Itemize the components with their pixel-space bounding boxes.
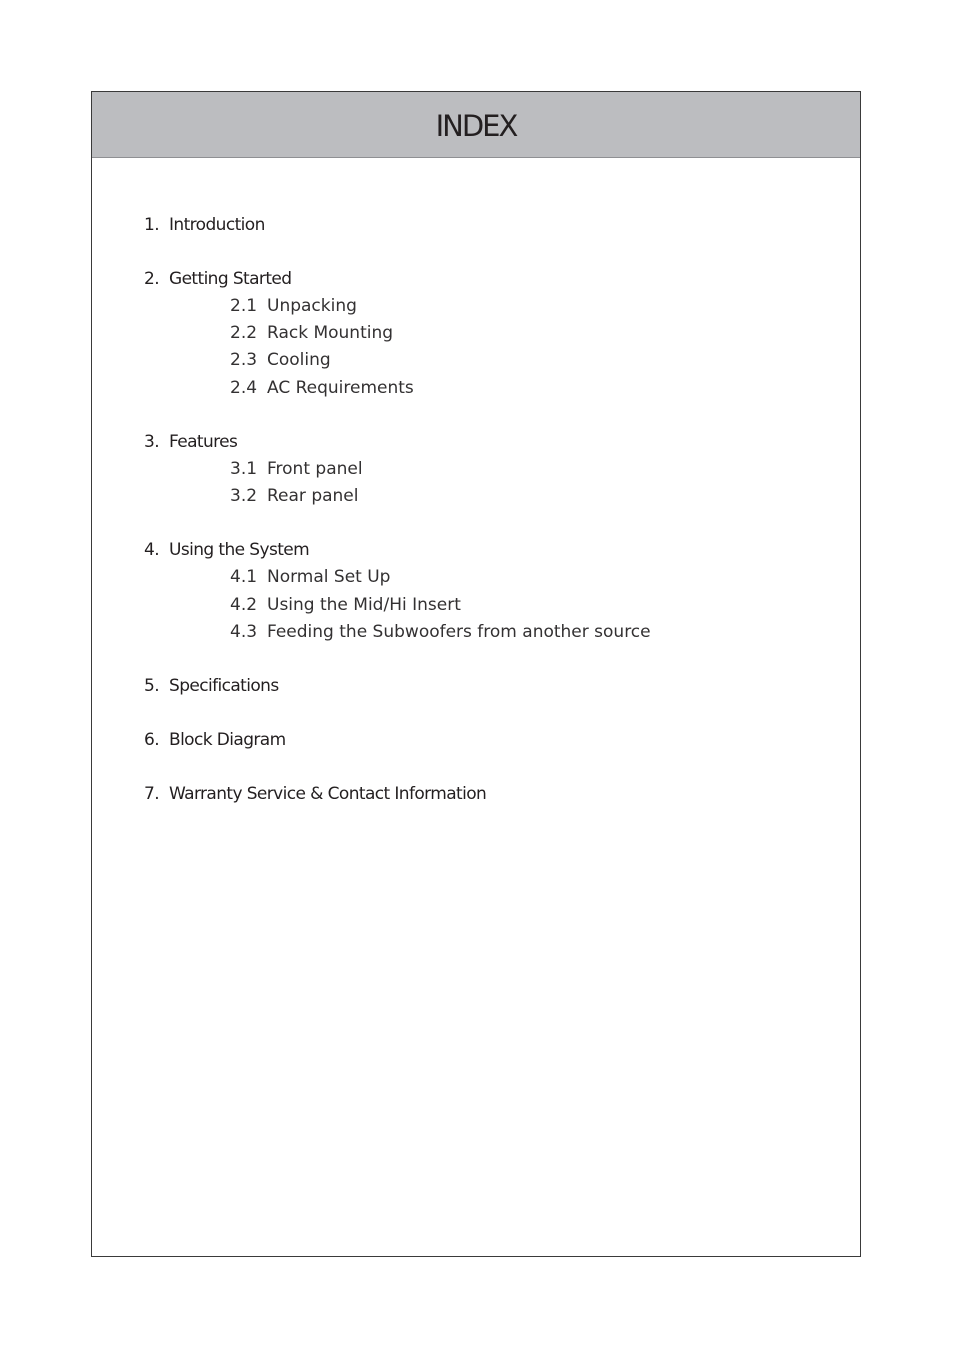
- toc-heading-number: 7.: [144, 784, 160, 805]
- toc-section-features: [144, 428, 840, 510]
- toc-heading[interactable]: [144, 537, 840, 564]
- toc-subitem-title: AC Requirements: [267, 377, 414, 398]
- toc-subitem[interactable]: [144, 564, 840, 591]
- toc-heading-title: Specifications: [169, 676, 279, 697]
- page-frame: [91, 91, 861, 1257]
- toc-heading-title: Getting Started: [169, 268, 292, 289]
- toc-subitem-number: 2.4: [230, 377, 258, 398]
- toc-subitem-title: Unpacking: [267, 295, 357, 316]
- toc-subitem-number: 4.2: [230, 594, 258, 615]
- toc-section-getting-started: [144, 265, 840, 401]
- toc-heading-title: Block Diagram: [169, 730, 286, 751]
- toc-subitem[interactable]: [144, 591, 840, 618]
- toc-heading-number: 6.: [144, 730, 160, 751]
- toc-heading-number: 2.: [144, 268, 160, 289]
- toc-heading-number: 4.: [144, 540, 160, 561]
- toc-heading[interactable]: [144, 673, 840, 700]
- toc-subitem-title: Using the Mid/Hi Insert: [267, 594, 461, 615]
- toc-heading-title: Warranty Service & Contact Information: [169, 784, 487, 805]
- toc-subitem[interactable]: [144, 455, 840, 482]
- toc-subitem-number: 4.3: [230, 622, 258, 643]
- title-band: [92, 92, 860, 158]
- toc-subitem-title: Rack Mounting: [267, 322, 394, 343]
- toc-subitem-number: 2.2: [230, 322, 258, 343]
- toc-section-introduction: [144, 211, 840, 238]
- toc-section-warranty: [144, 781, 840, 808]
- toc-subitem-number: 2.3: [230, 350, 258, 371]
- toc-heading-title: Introduction: [169, 214, 265, 235]
- toc-subitem-number: 4.1: [230, 567, 258, 588]
- toc-subitem-title: Feeding the Subwoofers from another source: [267, 622, 651, 643]
- toc-subitem-number: 3.2: [230, 486, 258, 507]
- toc-heading-title: Using the System: [169, 540, 310, 561]
- toc-subitem-title: Rear panel: [267, 486, 359, 507]
- toc-subitem[interactable]: [144, 292, 840, 319]
- toc-subitem-title: Cooling: [267, 350, 331, 371]
- toc-heading-number: 3.: [144, 431, 160, 452]
- toc-heading[interactable]: [144, 265, 840, 292]
- table-of-contents: [144, 211, 840, 808]
- toc-subitem[interactable]: [144, 347, 840, 374]
- page-title: INDEX: [435, 108, 517, 143]
- toc-subitem-number: 3.1: [230, 458, 258, 479]
- toc-subitem[interactable]: [144, 618, 840, 645]
- toc-section-specifications: [144, 673, 840, 700]
- toc-section-block-diagram: [144, 727, 840, 754]
- toc-heading-title: Features: [169, 431, 238, 452]
- toc-subitem[interactable]: [144, 482, 840, 509]
- toc-heading-number: 1.: [144, 214, 160, 235]
- toc-subitem-title: Front panel: [267, 458, 363, 479]
- toc-heading[interactable]: [144, 428, 840, 455]
- toc-heading-number: 5.: [144, 676, 160, 697]
- toc-subitem[interactable]: [144, 319, 840, 346]
- toc-subitem-number: 2.1: [230, 295, 258, 316]
- toc-heading[interactable]: [144, 781, 840, 808]
- toc-subitem[interactable]: [144, 374, 840, 401]
- toc-heading[interactable]: [144, 211, 840, 238]
- toc-subitem-title: Normal Set Up: [267, 567, 391, 588]
- toc-heading[interactable]: [144, 727, 840, 754]
- toc-section-using-the-system: [144, 537, 840, 646]
